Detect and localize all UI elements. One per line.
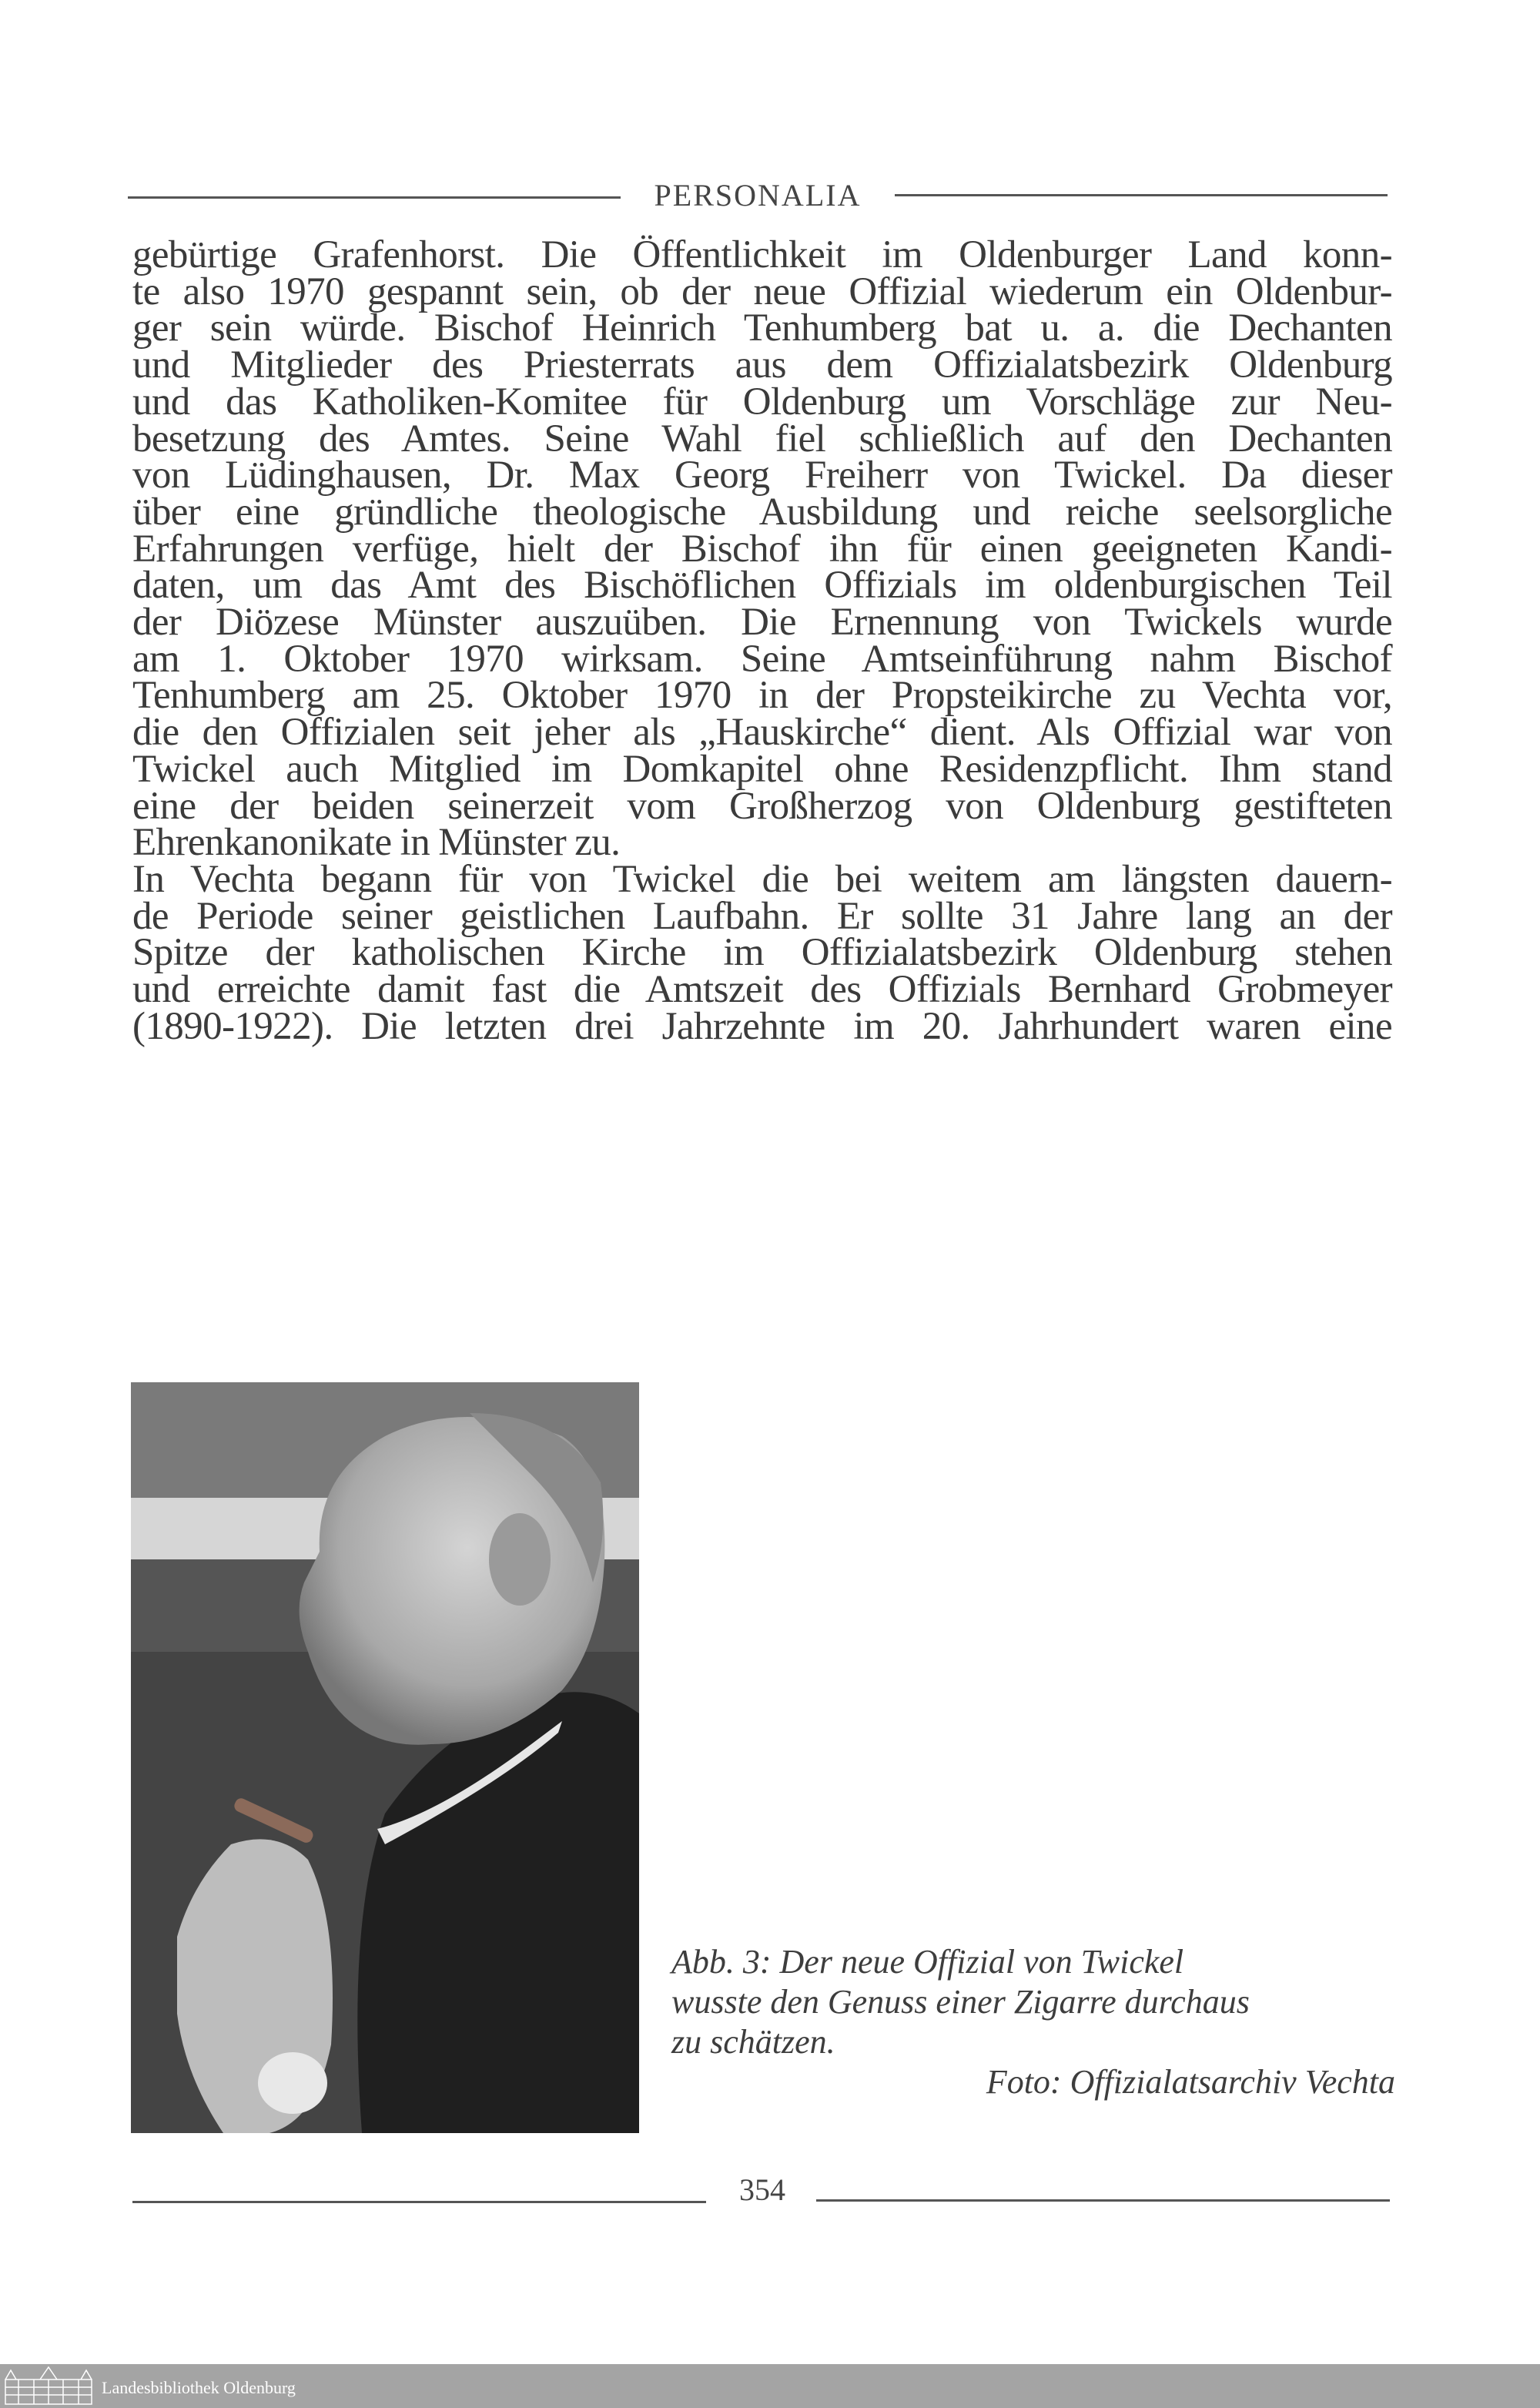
page-number: 354	[131, 2172, 1394, 2208]
text-line: Tenhumberg am 25. Oktober 1970 in der Propsteikirche zu Vechta vor,	[132, 674, 1392, 718]
text-line: besetzung des Amtes. Seine Wahl fiel schließlich auf den Dechanten	[132, 417, 1392, 461]
library-footer-bar	[0, 2364, 1540, 2408]
text-line: am 1. Oktober 1970 wirksam. Seine Amtseinführung nahm Bischof	[132, 637, 1392, 681]
text-line: Twickel auch Mitglied im Domkapitel ohne Residenzpflicht. Ihm stand	[132, 747, 1392, 791]
portrait-photo	[131, 1382, 639, 2133]
figure-caption	[671, 1942, 1395, 2102]
running-head	[128, 176, 1388, 214]
text-line: Ehrenkanonikate in Münster zu.	[132, 821, 621, 865]
library-name: Landesbibliothek Oldenburg	[102, 2378, 296, 2397]
library-building-icon	[3, 2366, 94, 2406]
text-line: Spitze der katholischen Kirche im Offizialatsbezirk Oldenburg stehen	[132, 931, 1392, 975]
text-line: ger sein würde. Bischof Heinrich Tenhumberg bat u. a. die Dechanten	[132, 306, 1392, 350]
text-line: gebürtige Grafenhorst. Die Öffentlichkeit im Oldenburger Land konn-	[132, 233, 1392, 276]
text-line: von Lüdinghausen, Dr. Max Georg Freiherr von Twickel. Da dieser	[132, 454, 1392, 497]
text-line: In Vechta begann für von Twickel die bei weitem am längsten dauern-	[132, 857, 1392, 901]
text-line: Erfahrungen verfüge, hielt der Bischof ihn für einen geeigneten Kandi-	[132, 527, 1392, 571]
photo-credit: Foto: Offizialatsarchiv Vechta	[986, 2063, 1395, 2101]
text-line: die den Offizialen seit jeher als „Hauskirche“ dient. Als Offizial war von	[132, 711, 1392, 755]
text-line: der Diözese Münster auszuüben. Die Ernennung von Twickels wurde	[132, 601, 1392, 645]
caption-line: Abb. 3: Der neue Offizial von Twickel	[671, 1943, 1184, 1981]
text-line: eine der beiden seinerzeit vom Großherzog von Oldenburg gestifteten	[132, 784, 1392, 828]
text-line: über eine gründliche theologische Ausbildung und reiche seelsorgliche	[132, 490, 1392, 534]
caption-line: zu schätzen.	[671, 2023, 835, 2061]
text-line: und erreichte damit fast die Amtszeit des Offizials Bernhard Grobmeyer	[132, 968, 1392, 1012]
text-line: daten, um das Amt des Bischöflichen Offizials im oldenburgischen Teil	[132, 564, 1392, 608]
body-text	[132, 233, 1392, 1048]
portrait-illustration	[131, 1382, 639, 2133]
page-footer	[131, 2172, 1394, 2210]
running-head-title: PERSONALIA	[128, 177, 1388, 213]
caption-line: wusste den Genuss einer Zigarre durchaus	[671, 1983, 1250, 2021]
text-line: te also 1970 gespannt sein, ob der neue Offizial wiederum ein Oldenbur-	[132, 270, 1392, 313]
text-line: und Mitglieder des Priesterrats aus dem Offizialatsbezirk Oldenburg	[132, 343, 1392, 387]
text-line: de Periode seiner geistlichen Laufbahn. Er sollte 31 Jahre lang an der	[132, 894, 1392, 938]
text-line: (1890-1922). Die letzten drei Jahrzehnte im 20. Jahrhundert waren eine	[132, 1004, 1392, 1048]
text-line: und das Katholiken-Komitee für Oldenburg um Vorschläge zur Neu-	[132, 380, 1392, 424]
